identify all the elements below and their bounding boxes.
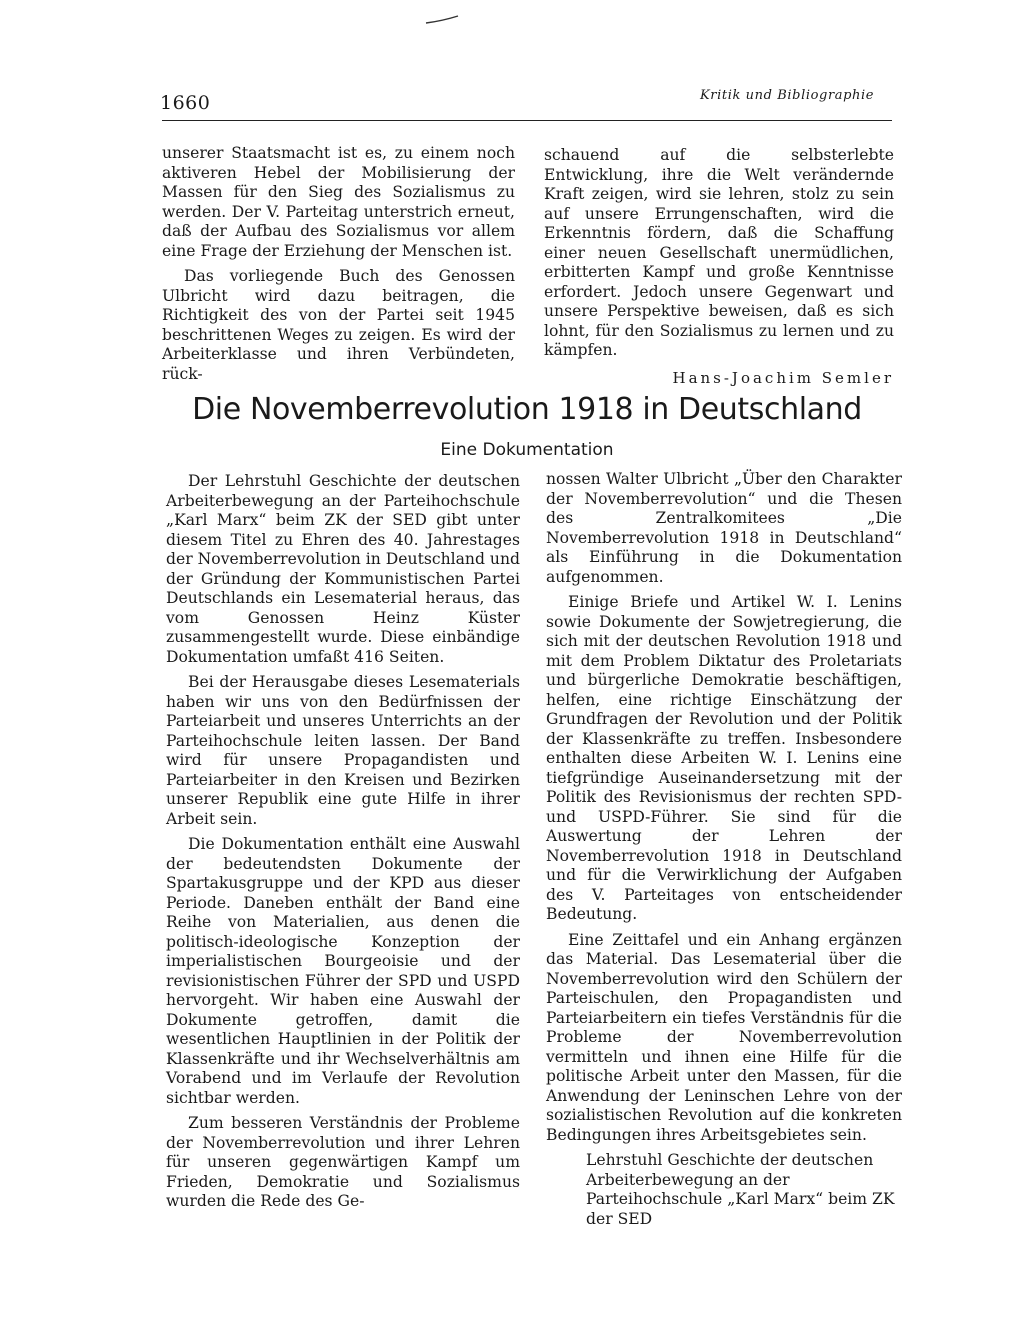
article-right-column	[546, 470, 902, 1235]
paragraph: Das vorliegende Buch des Genossen Ulbricht wird dazu beitragen, die Richtigkeit des von der Partei seit 1945 beschrittenen Weges zu zeigen. Es wird der Arbeiterklasse und ihren Verbündeten, rück-	[162, 267, 515, 383]
paragraph: Die Dokumentation enthält eine Auswahl der bedeutendsten Dokumente der Spartakusgruppe und der KPD aus dieser Periode. Daneben enthält der Band eine Reihe von Materialien, aus denen die politisch-ideologische Konzeption der imperialistischen Bourgeoisie und der revisionistischen Führer der SPD und USPD hervorgeht. Wir haben eine Auswahl der Dokumente getroffen, damit die wesentlichen Hauptlinien in der Politik der Klassenkräfte und ihr Wechselverhältnis am Vorabend und im Verlaufe der Revolution sichtbar werden.	[166, 835, 520, 1107]
paragraph: schauend auf die selbsterlebte Entwicklung, ihre die Welt verändernde Kraft zeigen, wird sie lehren, stolz zu sein auf unsere Errungenschaften, wird die Erkenntnis fördern, daß die Schaffung einer neuen Gesellschaft unermüdlichen, erbitterten Kampf und große Kenntnisse erfordert. Jedoch unsere Gegenwart und unsere Perspektive beweisen, daß es sich lohnt, für den Sozialismus zu lernen und zu kämpfen.	[544, 146, 894, 359]
review-right-column	[544, 146, 894, 388]
article-left-column	[166, 472, 520, 1218]
paragraph: nossen Walter Ulbricht „Über den Charakter der Novemberrevolution“ und die Thesen des Zentralkomitees „Die Novemberrevolution 1918 in Deutschland“ als Einführung in die Dokumentation aufgenommen.	[546, 470, 902, 586]
review-signature: Hans-Joachim Semler	[672, 368, 894, 387]
page-number: 1660	[160, 92, 211, 114]
paragraph: Einige Briefe und Artikel W. I. Lenins sowie Dokumente der Sowjetregierung, die sich mit der deutschen Revolution 1918 und mit dem Problem Diktatur des Proletariats und bürgerliche Demokratie beschäftigen, helfen, eine richtige Einschätzung der Grundfragen der Revolution und der Politik der Klassenkräfte zu treffen. Insbesondere enthalten diese Arbeiten W. I. Lenins eine tiefgründige Auseinandersetzung mit der Politik des Revisionismus der rechten SPD- und USPD-Führer. Sie sind für die Auswertung der Lehren der Novemberrevolution 1918 in Deutschland und für die Verwirklichung der Aufgaben des V. Parteitages von entscheidender Bedeutung.	[546, 593, 902, 923]
paragraph: Der Lehrstuhl Geschichte der deutschen Arbeiterbewegung an der Parteihochschule „Karl Marx“ beim ZK der SED gibt unter diesem Titel zu Ehren des 40. Jahrestages der Novemberrevolution in Deutschland und der Gründung der Kommunistischen Partei Deutschlands ein Lesematerial heraus, das vom Genossen Heinz Küster zusammengestellt wurde. Diese einbändige Dokumentation umfaßt 416 Seiten.	[166, 472, 520, 666]
paragraph: Zum besseren Verständnis der Probleme der Novemberrevolution und ihrer Lehren für unseren gegenwärtigen Kampf um Frieden, Demokratie und Sozialismus wurden die Rede des Ge-	[166, 1114, 520, 1210]
article-title: Die Novemberrevolution 1918 in Deutschland	[192, 392, 862, 427]
paragraph: unserer Staatsmacht ist es, zu einem noch aktiveren Hebel der Mobilisierung der Massen für den Sieg des Sozialismus zu werden. Der V. Parteitag unterstrich erneut, daß der Aufbau des Sozialismus vor allem eine Frage der Erziehung der Menschen ist.	[162, 144, 515, 260]
paragraph: Bei der Herausgabe dieses Lesematerials haben wir uns von den Bedürfnissen der Parteiarbeit und unseres Unterrichts an der Parteihochschule leiten lassen. Der Band wird für unsere Propagandisten und Parteiarbeiter in den Kreisen und Bezirken unserer Republik eine gute Hilfe in ihrer Arbeit sein.	[166, 673, 520, 828]
article-closing-signature: Lehrstuhl Geschichte der deutschen Arbeiterbewegung an der Parteihochschule „Karl Marx“ beim ZK der SED	[586, 1151, 895, 1228]
pen-mark	[424, 14, 460, 26]
header-rule	[162, 120, 892, 121]
review-left-column	[162, 144, 515, 390]
running-title: Kritik und Bibliographie	[700, 88, 875, 103]
article-subtitle: Eine Dokumentation	[440, 440, 614, 460]
paragraph: Eine Zeittafel und ein Anhang ergänzen das Material. Das Lesematerial über die Novemberrevolution wird den Schülern der Parteischulen, den Propagandisten und Parteiarbeitern ein tiefes Verständnis für die Probleme der Novemberrevolution vermitteln und ihnen eine Hilfe für die politische Arbeit unter den Massen, für die Anwendung der Leninschen Lehre von der sozialistischen Revolution auf die konkreten Bedingungen ihres Arbeitsgebietes sein.	[546, 930, 902, 1144]
